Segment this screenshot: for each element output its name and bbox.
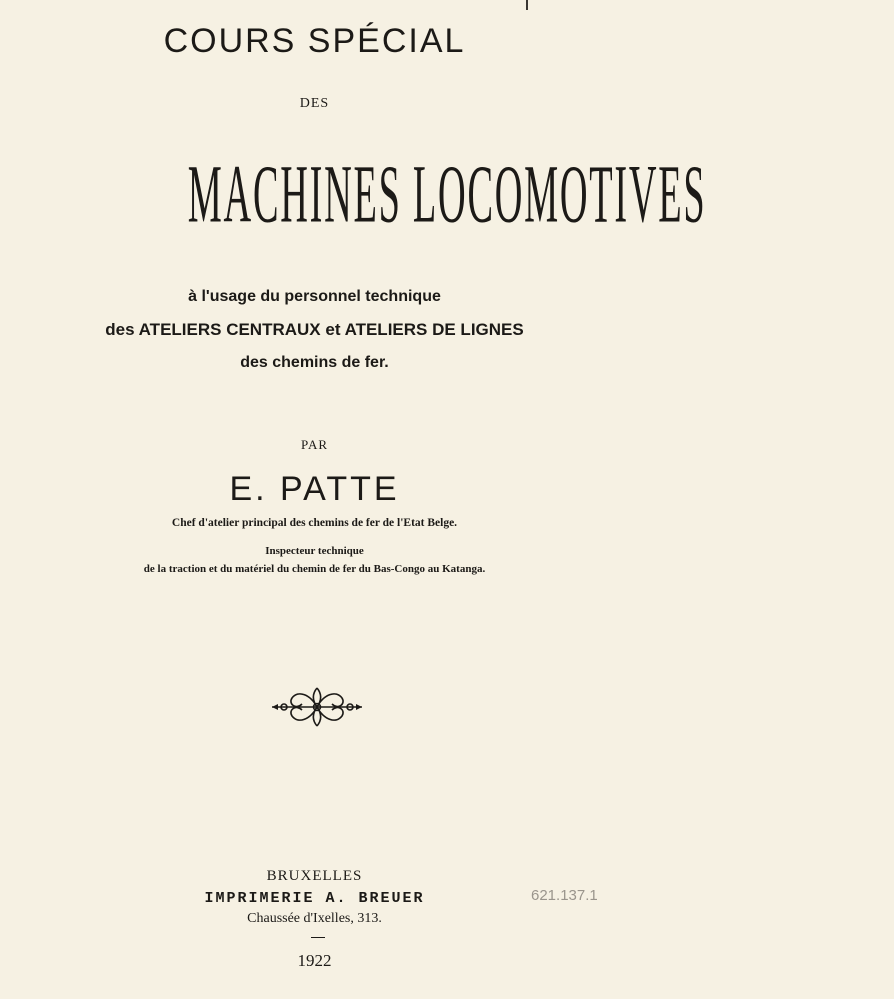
imprint-city: BRUXELLES: [266, 868, 363, 884]
imprint-address: Chaussée d'Ixelles, 313.: [247, 911, 382, 926]
by-label: PAR: [300, 437, 329, 452]
divider: [311, 937, 325, 938]
corner-mark: [526, 0, 528, 10]
main-title: [0, 140, 707, 250]
subtitle-line-1: à l'usage du personnel technique: [188, 288, 441, 305]
imprint-printer: IMPRIMERIE A. BREUER: [204, 890, 425, 907]
author-name: E. PATTE: [229, 470, 400, 508]
subtitle-line-3: des chemins de fer.: [240, 354, 389, 371]
title-line-1: COURS SPÉCIAL: [163, 22, 466, 60]
shelfmark: 621.137.1: [531, 887, 598, 904]
author-position-2: Inspecteur technique: [265, 545, 364, 557]
author-position-3: de la traction et du matériel du chemin de fer du Bas-Congo au Katanga.: [143, 563, 486, 575]
title-connector: DES: [299, 96, 330, 111]
author-position-1: Chef d'atelier principal des chemins de fer de l'Etat Belge.: [171, 517, 458, 529]
main-title-text: MACHINES LOCOMOTIVES: [187, 148, 707, 240]
imprint-year: 1922: [297, 951, 332, 970]
ornament-icon: [270, 684, 364, 730]
subtitle-line-2: des ATELIERS CENTRAUX et ATELIERS DE LIGNES: [105, 320, 524, 339]
